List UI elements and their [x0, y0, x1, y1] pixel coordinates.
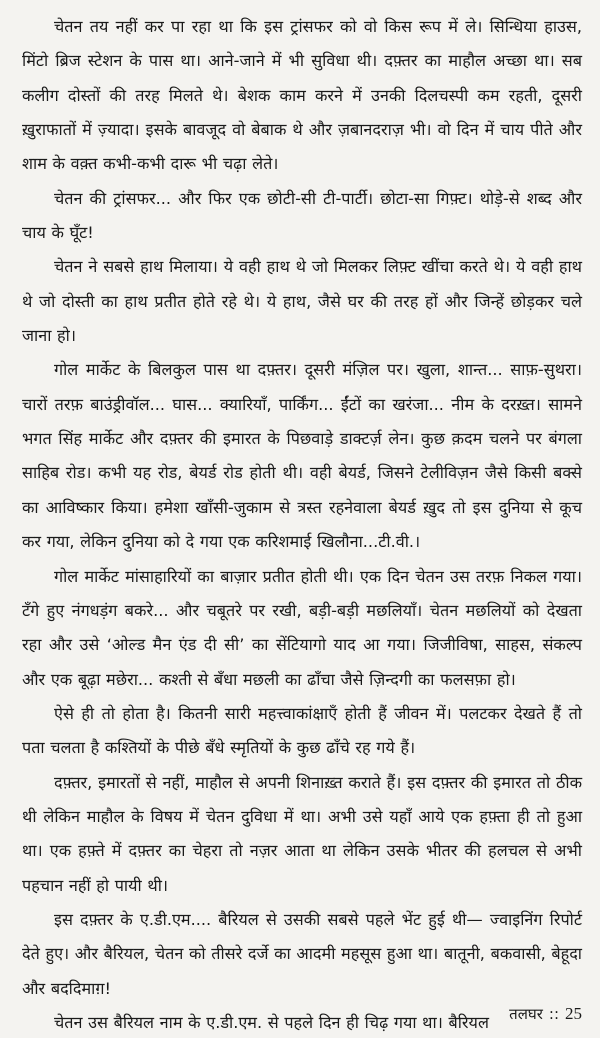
page-number: 25	[565, 1004, 582, 1023]
body-text	[22, 10, 582, 1038]
paragraph-7: दफ़्तर, इमारतों से नहीं, माहौल से अपनी शिनाख़्त कराते हैं। इस दफ़्तर की इमारत तो ठीक थी लेकिन माहौल के विषय में चेतन दुविधा में था। अभी उसे यहाँ आये एक हफ़्ता ही तो हुआ था। एक हफ़्ते में दफ़्तर का चेहरा तो नज़र आता था लेकिन उसके भीतर की हलचल से अभी पहचान नहीं हो पायी थी।	[22, 772, 582, 895]
paragraph-1: चेतन तय नहीं कर पा रहा था कि इस ट्रांसफर को वो किस रूप में ले। सिन्धिया हाउस, मिंटो ब्रिज स्टेशन के पास था। आने-जाने में भी सुविधा थी। दफ़्तर का माहौल अच्छा था। सब कलीग दोस्तों की तरह मिलते थे। बेशक काम करने में उनकी दिलचस्पी कम रहती, दूसरी ख़ुराफातों में ज़्यादा। इसके बावजूद वो बेबाक थे और ज़बानदराज़ भी। वो दिन में चाय पीते और शाम के वक़्त कभी-कभी दारू भी चढ़ा लेते।	[22, 17, 582, 174]
running-title: तलघर	[509, 1005, 543, 1023]
paragraph-8: इस दफ़्तर के ए.डी.एम.... बैरियल से उसकी सबसे पहले भेंट हुई थी— ज्वाइनिंग रिपोर्ट देते हुए। और बैरियल, चेतन को तीसरे दर्जे का आदमी महसूस हुआ था। बातूनी, बकवासी, बेहूदा और बददिमाग़!	[22, 909, 583, 998]
page-footer	[509, 1004, 582, 1024]
paragraph-4: गोल मार्केट के बिलकुल पास था दफ़्तर। दूसरी मंज़िल पर। खुला, शान्त... साफ़-सुथरा। चारों तरफ़ बाउंड्रीवॉल... घास... क्यारियाँ, पार्किंग... ईंटों का खरंजा... नीम के दरख़्त। सामने भगत सिंह मार्केट और दफ़्तर की इमारत के पिछवाड़े डाक्टर्ज़ लेन। कुछ क़दम चलने पर बंगला साहिब रोड। कभी यह रोड, बेयर्ड रोड होती थी। वही बेयर्ड, जिसने टेलीविज़न जैसे किसी बक्से का आविष्कार किया। हमेशा खाँसी-जुकाम से त्रस्त रहनेवाला बेयर्ड ख़ुद तो इस दुनिया से कूच कर गया, लेकिन दुनिया को दे गया एक करिशमाई खिलौना...टी.वी.।	[22, 360, 582, 552]
paragraph-5: गोल मार्केट मांसाहारियों का बाज़ार प्रतीत होती थी। एक दिन चेतन उस तरफ़ निकल गया। टँगे हुए नंगधड़ंग बकरे... और चबूतरे पर रखी, बड़ी-बड़ी मछलियाँ। चेतन मछलियों को देखता रहा और उसे ‘ओल्ड मैन एंड दी सी’ का सेंटियागो याद आ गया। जिजीविषा, साहस, संकल्प और एक बूढ़ा मछेरा... कश्ती से बँधा मछली का ढाँचा जैसे ज़िन्दगी का फलसफ़ा हो।	[22, 566, 582, 689]
paragraph-9: चेतन उस बैरियल नाम के ए.डी.एम. से पहले दिन ही चिढ़ गया था। बैरियल	[54, 1012, 489, 1032]
paragraph-6: ऐसे ही तो होता है। कितनी सारी महत्त्वाकांक्षाएँ होती हैं जीवन में। पलटकर देखते हैं तो पता चलता है कश्तियों के पीछे बँधे स्मृतियों के कुछ ढाँचे रह गये हैं।	[22, 703, 582, 758]
paragraph-2: चेतन की ट्रांसफर... और फिर एक छोटी-सी टी-पार्टी। छोटा-सा गिफ़्ट। थोड़े-से शब्द और चाय के घूँट!	[22, 188, 582, 243]
paragraph-3: चेतन ने सबसे हाथ मिलाया। ये वही हाथ थे जो मिलकर लिफ़्ट खींचा करते थे। ये वही हाथ थे जो दोस्ती का हाथ प्रतीत होते रहे थे। ये हाथ, जैसे घर की तरह हों और जिन्हें छोड़कर चले जाना हो।	[22, 257, 582, 346]
footer-separator: ::	[548, 1005, 559, 1023]
